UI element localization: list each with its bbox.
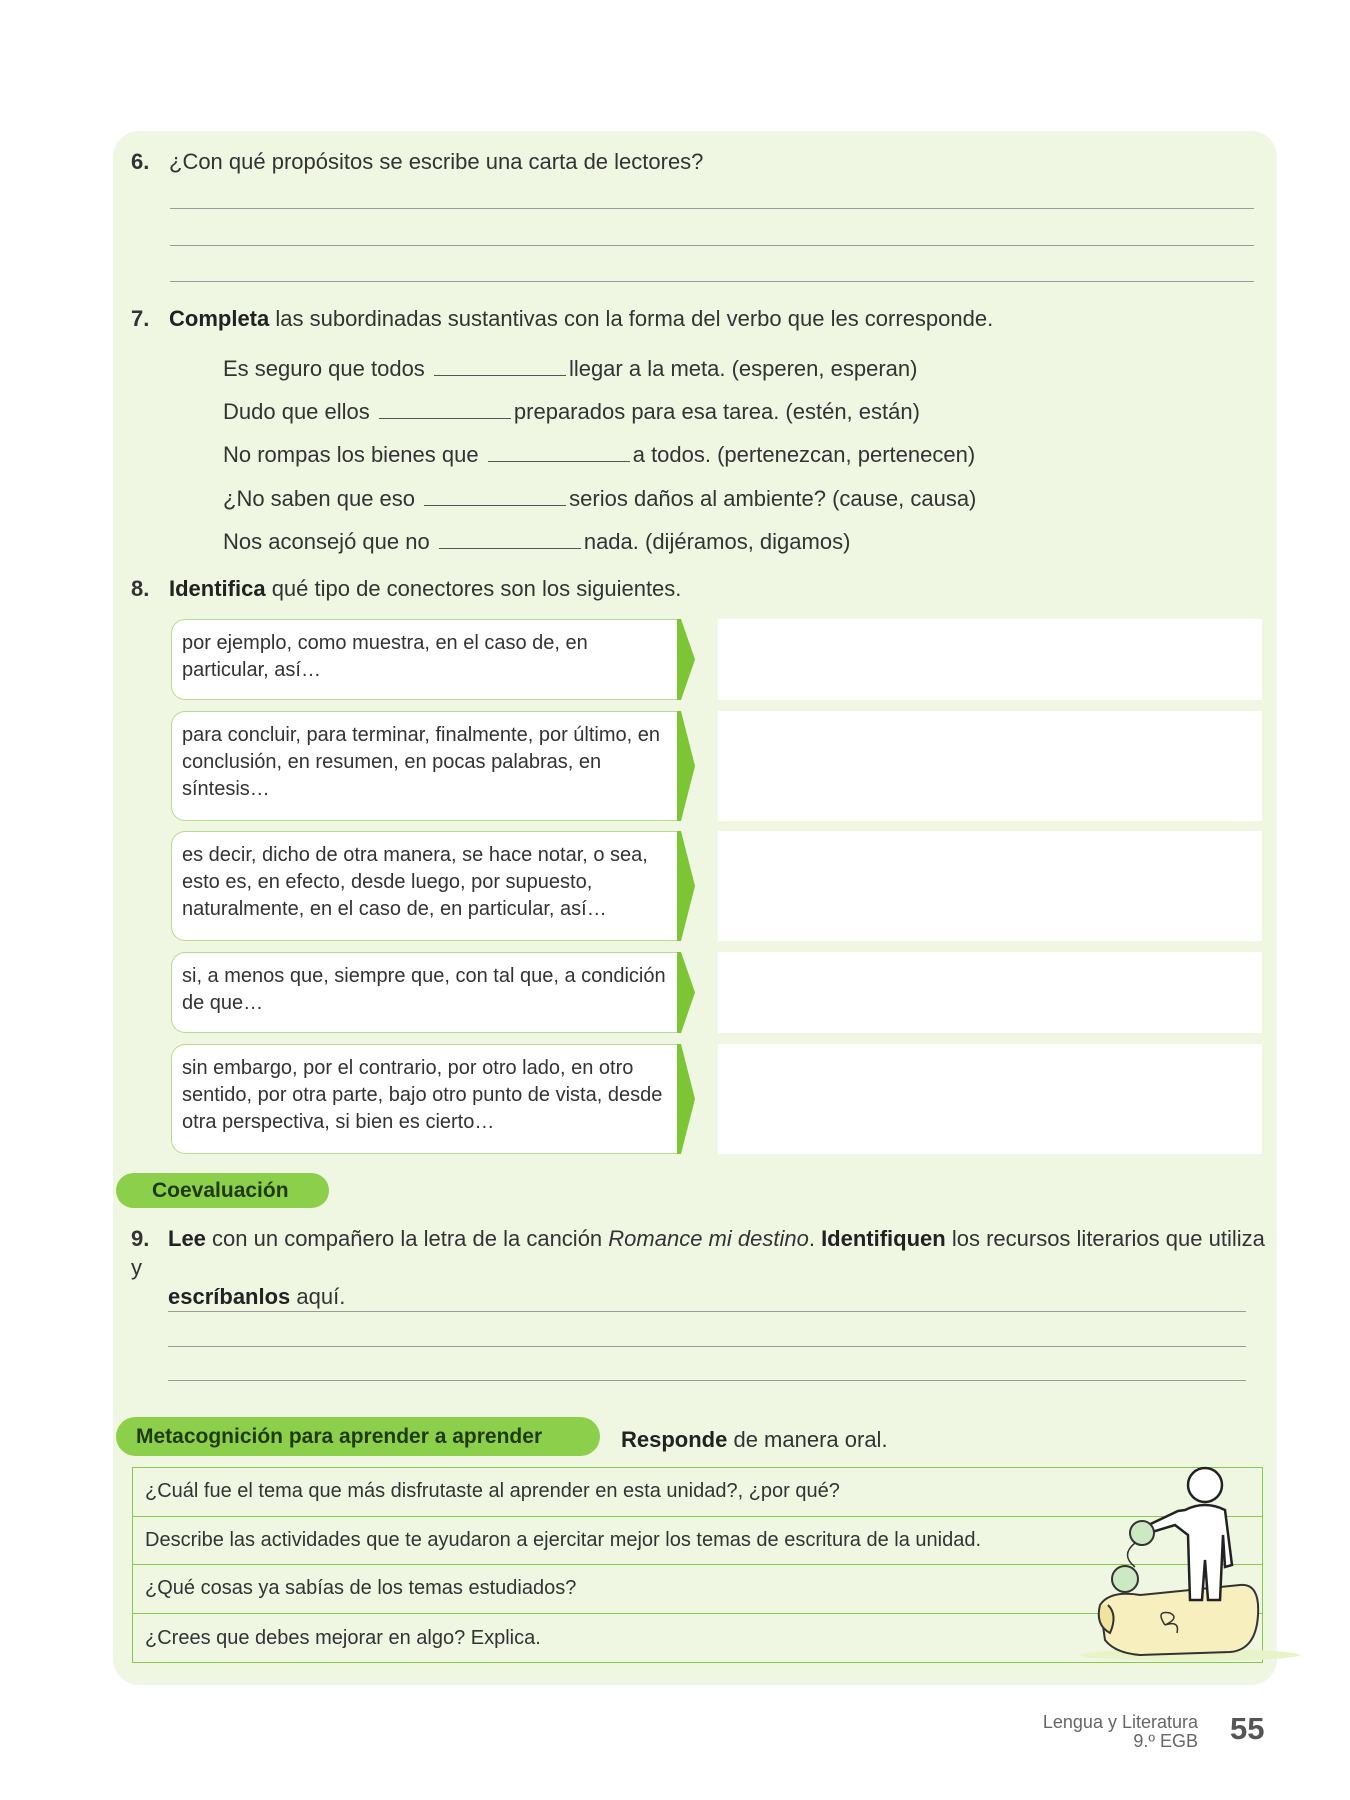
character-on-scroll-illustration (1080, 1455, 1300, 1670)
connector-list: si, a menos que, siempre que, con tal que, a condición de que… (171, 952, 677, 1033)
answer-line[interactable] (168, 1380, 1246, 1381)
question-text: aquí. (290, 1284, 346, 1309)
instruction-verb: Identifiquen (821, 1226, 946, 1251)
question-9 (131, 1224, 1266, 1311)
footer-subject (1043, 1713, 1198, 1751)
row-text: Describe las actividades que te ayudaron a ejercitar mejor los temas de escritura de la unidad. (145, 1528, 981, 1551)
answer-blank[interactable] (379, 399, 511, 419)
coevaluacion-badge: Coevaluación (116, 1173, 329, 1208)
question-text: qué tipo de conectores son los siguientes. (265, 576, 682, 601)
answer-line[interactable] (170, 281, 1254, 282)
answer-blank[interactable] (424, 486, 566, 506)
instruction-verb: Completa (169, 306, 270, 331)
sentence-after: llegar a la meta. (esperen, esperan) (568, 356, 918, 381)
question-number: 7. (131, 306, 150, 331)
question-text: las subordinadas sustantivas con la forma del verbo que les corresponde. (269, 306, 994, 331)
sentence-before: Es seguro que todos (223, 356, 425, 381)
instruction-verb: Identifica (169, 576, 266, 601)
connector-list: para concluir, para terminar, finalmente, por último, en conclusión, en resumen, en pocas palabras, en síntesis… (171, 711, 677, 821)
subject-label: Lengua y Literatura (1042, 1712, 1198, 1732)
question-7 (131, 306, 993, 332)
answer-line[interactable] (168, 1346, 1246, 1347)
question-number: 9. (131, 1226, 150, 1251)
answer-line[interactable] (170, 245, 1254, 246)
connector-type-answer-box[interactable] (718, 1044, 1262, 1154)
sentence-before: ¿No saben que eso (223, 486, 416, 511)
sentence-after: preparados para esa tarea. (estén, están) (513, 399, 920, 424)
sentence-item (223, 356, 917, 382)
connector-type-answer-box[interactable] (718, 711, 1262, 821)
arrow-right-icon (677, 1044, 695, 1154)
connector-list: por ejemplo, como muestra, en el caso de, en particular, así… (171, 619, 677, 700)
page-number: 55 (1230, 1711, 1265, 1746)
row-text: ¿Qué cosas ya sabías de los temas estudiados? (145, 1577, 577, 1600)
answer-blank[interactable] (439, 529, 581, 549)
sentence-before: No rompas los bienes que (223, 442, 479, 467)
arrow-right-icon (677, 831, 695, 941)
row-text: ¿Cuál fue el tema que más disfrutaste al aprender en esta unidad?, ¿por qué? (145, 1480, 840, 1503)
sentence-item (223, 442, 975, 468)
question-text: los recursos literarios que utiliza y (131, 1226, 1265, 1280)
answer-line[interactable] (168, 1311, 1246, 1312)
question-number: 6. (131, 149, 150, 174)
sentence-item (223, 399, 920, 425)
answer-blank[interactable] (434, 356, 566, 376)
arrow-right-icon (677, 619, 695, 700)
arrow-right-icon (677, 952, 695, 1033)
instruction-verb: Responde (621, 1427, 728, 1452)
question-text: . (808, 1226, 822, 1251)
question-text: con un compañero la letra de la canción (205, 1226, 609, 1251)
grade-label: 9.º EGB (1133, 1731, 1198, 1751)
connector-list: es decir, dicho de otra manera, se hace notar, o sea, esto es, en efecto, desde luego, por supuesto, naturalmente, en el caso de, en particular, así… (171, 831, 677, 941)
sentence-item (223, 529, 850, 555)
meta-instruction (621, 1427, 888, 1453)
row-text: ¿Crees que debes mejorar en algo? Explica. (145, 1626, 541, 1649)
question-number: 8. (131, 576, 150, 601)
answer-blank[interactable] (488, 442, 630, 462)
instruction-text: de manera oral. (727, 1427, 888, 1452)
instruction-verb: Lee (168, 1226, 206, 1251)
connector-type-answer-box[interactable] (718, 831, 1262, 941)
connector-type-answer-box[interactable] (718, 952, 1262, 1033)
answer-line[interactable] (170, 208, 1254, 209)
instruction-verb: escríbanlos (168, 1284, 291, 1309)
song-title: Romance mi destino (608, 1226, 809, 1251)
connector-list: sin embargo, por el contrario, por otro lado, en otro sentido, por otra parte, bajo otro punto de vista, desde otra perspectiva, si bien es cierto… (171, 1044, 677, 1154)
metacognicion-badge: Metacognición para aprender a aprender (116, 1417, 600, 1456)
question-8 (131, 576, 681, 602)
question-text: ¿Con qué propósitos se escribe una carta de lectores? (169, 149, 704, 174)
sentence-after: a todos. (pertenezcan, pertenecen) (632, 442, 976, 467)
sentence-after: nada. (dijéramos, digamos) (583, 529, 851, 554)
sentence-item (223, 486, 976, 512)
arrow-right-icon (677, 711, 695, 821)
question-6 (131, 149, 703, 175)
connector-type-answer-box[interactable] (718, 619, 1262, 700)
sentence-before: Dudo que ellos (223, 399, 370, 424)
sentence-before: Nos aconsejó que no (223, 529, 430, 554)
sentence-after: serios daños al ambiente? (cause, causa) (569, 486, 977, 511)
